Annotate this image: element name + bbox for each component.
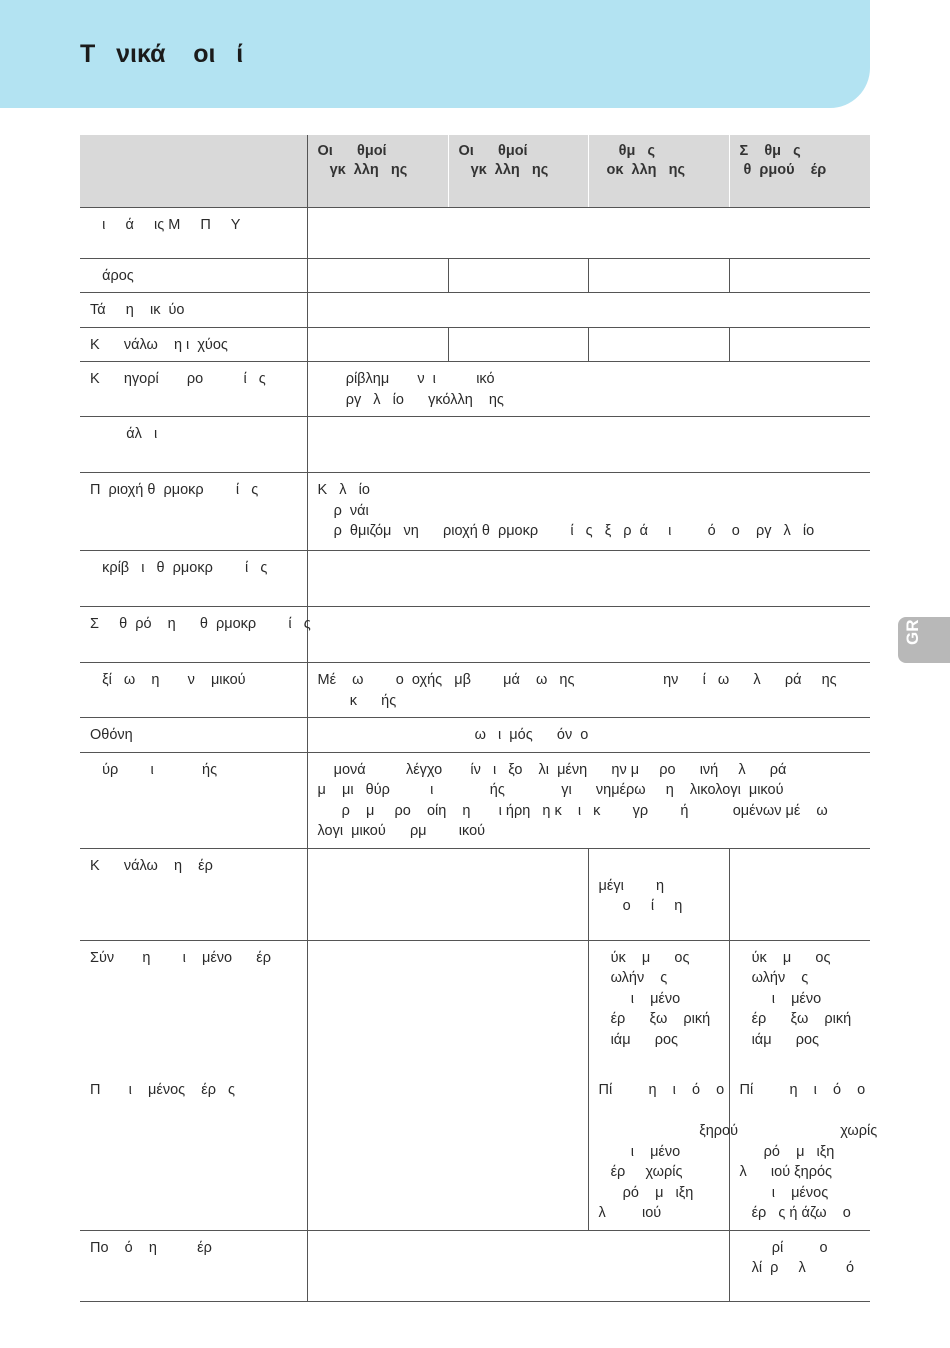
row-value-temperature-accuracy [307,551,870,607]
table-row [80,207,870,258]
row-value-air-consumption-col4 [729,848,870,940]
table-row [80,473,870,551]
row-label-product-category: Κ ηγορί ρο ί ς [80,362,307,417]
table-row [80,663,870,718]
compressed-air-quality-label: Π ι μένος έρ ς [90,1082,236,1098]
compressed-air-connection-col4: ύκ μ ος ωλήν ς ι μένο έρ ξω ρική ιάμ ρος [751,949,852,1048]
table-row [80,718,870,753]
specifications-table [80,135,878,1302]
table-row [80,752,870,848]
language-side-tab [898,617,950,663]
table-row [80,551,870,607]
row-value-weight-1 [307,258,448,293]
temperature-range-line-1: Κ λ ίο [317,482,370,498]
row-value-air-flow-empty [307,1230,729,1301]
row-value-temperature-stability [307,607,870,663]
table-header-row [80,135,870,207]
column-header-2: Οι θμοί γκ λλη ης [448,135,588,207]
table-row [80,293,870,328]
row-value-tip-equalization: Μέ ω ο οχής μβ μά ω ης ην ί ω λ ρά ης κ ής [307,663,870,718]
table-row [80,848,870,940]
column-header-3: θμ ς οκ λλη ης [588,135,729,207]
table-row [80,362,870,417]
row-label-power-consumption: Κ νάλω η ι χύος [80,327,307,362]
row-label-material: άλ ι [80,417,307,473]
row-value-product-category: ρίβλημ ν ι ικό ργ λ ίο γκόλλη ης [307,362,870,417]
table-row [80,258,870,293]
row-label-air-consumption: Κ νάλω η έρ [80,848,307,940]
table-row [80,940,870,1230]
compressed-air-quality-col4: Πί η ι ό ο χωρίς ρό μ ιξη λ ιού ξηρός ι μένος έρ ς ή άζω ο [739,1082,878,1221]
table-row [80,327,870,362]
row-value-weight-4 [729,258,870,293]
compressed-air-connection-col3: ύκ μ ος ωλήν ς ι μένο έρ ξω ρική ιάμ ρος [610,949,711,1048]
row-value-port: μονά λέγχο ίν ι ξο λι μένη ην μ ρο ινή λ ρά μ μι θύρ ι ής γι νημέρω η λικολογι μικού ρ μ ρο οίη η ι ήρη η κ ι κ γρ ή ομένων μέ ω λογι μικού ρμ ικού [307,752,870,848]
column-header-empty [80,135,307,207]
column-header-4: Σ θμ ς θ ρμού έρ [729,135,870,207]
row-value-material [307,417,870,473]
language-side-tab-label: GR [903,619,922,645]
row-label-dimensions: ι ά ις Μ Π Υ [80,207,307,258]
row-value-air-flow-col4: ρί ο λί ρ λ ό [729,1230,870,1301]
row-value-temperature-range [307,473,870,551]
row-value-power-3 [588,327,729,362]
row-label-temperature-stability: Σ θ ρό η θ ρμοκρ ί ς [80,607,307,663]
column-header-1: Οι θμοί γκ λλη ης [307,135,448,207]
row-value-power-1 [307,327,448,362]
row-value-weight-3 [588,258,729,293]
row-label-mains-voltage: Τά η ικ ύο [80,293,307,328]
row-value-power-2 [448,327,588,362]
table-row [80,1230,870,1301]
row-value-air-consumption-empty [307,848,588,940]
row-value-display: ω ι μός όν ο [307,718,870,753]
row-label-temperature-range: Π ριοχή θ ρμοκρ ί ς [80,473,307,551]
row-value-air-consumption-col3: μέγι η ο ί η [588,848,729,940]
row-label-port: ύρ ι ής [80,752,307,848]
page-title: Τ νικά οι ί [80,40,244,68]
row-value-mains-voltage [307,293,870,328]
row-value-compressed-air-col3 [588,940,739,1230]
temperature-range-line-2: ρ νάι [317,502,369,519]
row-label-temperature-accuracy: κρίβ ι θ ρμοκρ ί ς [80,551,307,607]
row-value-compressed-air-empty [307,940,588,1230]
temperature-range-line-3: ρ θμιζόμ νη ριοχή θ ρμοκρ ί ς ξ ρ ά ι ό ο ργ λ ίο [317,523,815,539]
table-row [80,607,870,663]
row-value-weight-2 [448,258,588,293]
row-value-dimensions [307,207,870,258]
compressed-air-quality-col3: Πί η ι ό ο ξηρού ι μένο έρ χωρίς ρό μ ιξη λ ιού [598,1082,739,1221]
table-row [80,417,870,473]
row-label-tip-equalization: ξί ω η ν μικού [80,663,307,718]
row-value-power-4 [729,327,870,362]
row-label-compressed-air [80,940,307,1230]
row-value-compressed-air-col4 [729,940,878,1230]
row-label-air-flow: Πο ό η έρ [80,1230,307,1301]
row-label-weight: άρος [80,258,307,293]
row-label-display: Οθόνη [80,718,307,753]
compressed-air-connection-label: Σύν η ι μένο έρ [90,949,271,966]
